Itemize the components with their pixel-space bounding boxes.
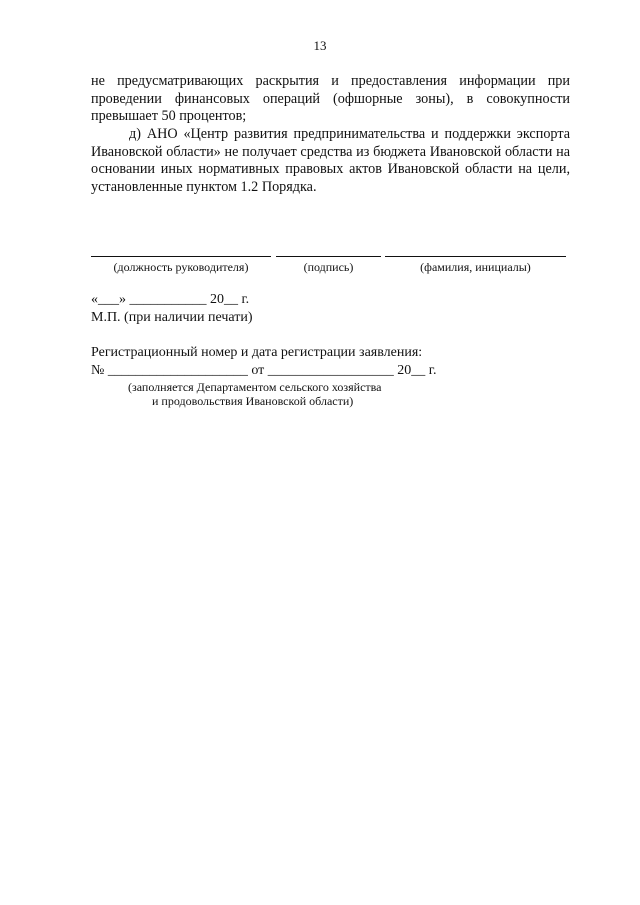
position-caption: (должность руководителя) bbox=[113, 260, 249, 274]
date-line: «___» ___________ 20__ г. bbox=[91, 292, 250, 307]
signature-line bbox=[276, 256, 381, 257]
paragraph-continuation: не предусматривающих раскрытия и предоставления информации при проведении финансовых операций (офшорные зоны), в совокупности превышает 50 процентов; bbox=[91, 73, 570, 124]
page-number: 13 bbox=[313, 38, 327, 53]
signature-caption: (подпись) bbox=[303, 260, 354, 274]
name-signature-line bbox=[385, 256, 566, 257]
registration-heading: Регистрационный номер и дата регистрации заявления: bbox=[91, 345, 423, 360]
registration-note-line2: и продовольствия Ивановской области) bbox=[152, 394, 354, 408]
registration-note-line1: (заполняется Департаментом сельского хозяйства bbox=[128, 380, 382, 394]
registration-number-line: № ____________________ от __________________ 20__ г. bbox=[91, 363, 437, 378]
paragraph-item-d: д) АНО «Центр развития предпринимательства и поддержки экспорта Ивановской области» не получает средства из бюджета Ивановской области на основании иных нормативных правовых актов Ивановской области на цели, установленные пунктом 1.2 Порядка. bbox=[91, 126, 570, 195]
position-signature-line bbox=[91, 256, 271, 257]
stamp-line: М.П. (при наличии печати) bbox=[91, 310, 253, 325]
name-caption: (фамилия, инициалы) bbox=[420, 260, 531, 274]
